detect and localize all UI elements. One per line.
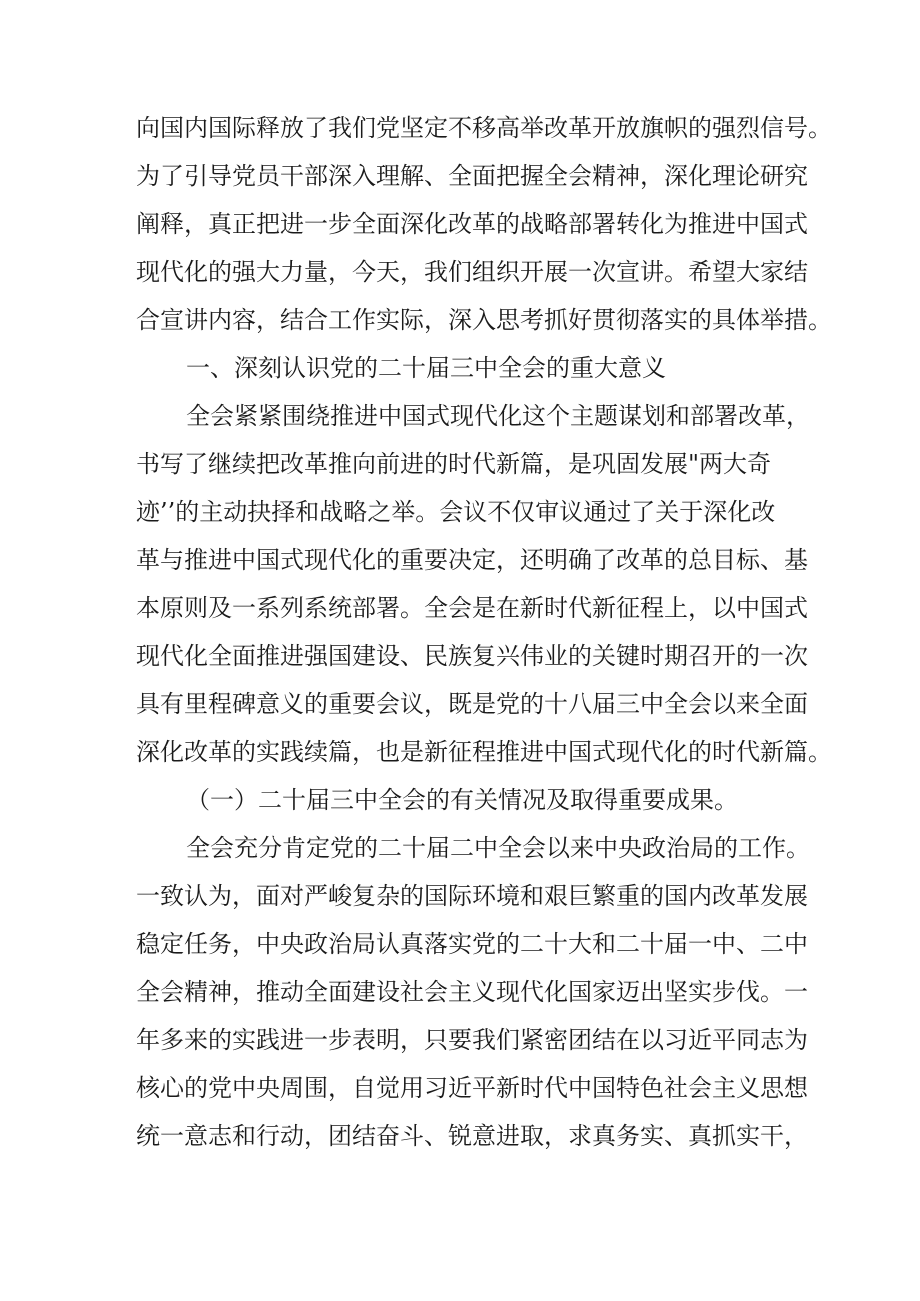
text-line: 现代化的强大力量，今天，我们组织开展一次宣讲。希望大家结 (136, 258, 808, 286)
text-line: 一致认为，面对严峻复杂的国际环境和艰巨繁重的国内改革发展 (136, 882, 808, 910)
text-line: 为了引导党员干部深入理解、全面把握全会精神，深化理论研究 (136, 162, 808, 190)
subsection-heading: （一）二十届三中全会的有关情况及取得重要成果。 (186, 786, 738, 814)
text-line: 革与推进中国式现代化的重要决定，还明确了改革的总目标、基 (136, 546, 808, 574)
text-line: 年多来的实践进一步表明，只要我们紧密团结在以习近平同志为 (136, 1026, 808, 1054)
text-line: 统一意志和行动，团结奋斗、锐意进取，求真务实、真抓实干， (136, 1122, 808, 1150)
text-line: 本原则及一系列系统部署。全会是在新时代新征程上，以中国式 (136, 594, 808, 622)
text-line: 现代化全面推进强国建设、民族复兴伟业的关键时期召开的一次 (136, 642, 808, 670)
text-line: 深化改革的实践续篇，也是新征程推进中国式现代化的时代新篇。 (136, 738, 832, 766)
text-line: 合宣讲内容，结合工作实际，深入思考抓好贯彻落实的具体举措。 (136, 306, 832, 334)
text-line: 全会精神，推动全面建设社会主义现代化国家迈出坚实步伐。一 (136, 978, 808, 1006)
text-line: 核心的党中央周围，自觉用习近平新时代中国特色社会主义思想 (136, 1074, 808, 1102)
text-line: 稳定任务，中央政治局认真落实党的二十大和二十届一中、二中 (136, 930, 808, 958)
text-line: 迹’’的主动抉择和战略之举。会议不仅审议通过了关于深化改 (136, 498, 776, 526)
text-line: 具有里程碑意义的重要会议，既是党的十八届三中全会以来全面 (136, 690, 808, 718)
text-line: 向国内国际释放了我们党坚定不移高举改革开放旗帜的强烈信号。 (136, 114, 832, 142)
text-line: 阐释，真正把进一步全面深化改革的战略部署转化为推进中国式 (136, 210, 808, 238)
text-line: 书写了继续把改革推向前进的时代新篇，是巩固发展"两大奇 (136, 450, 772, 478)
section-heading: 一、深刻认识党的二十届三中全会的重大意义 (186, 354, 666, 382)
text-line: 全会充分肯定党的二十届二中全会以来中央政治局的工作。 (186, 834, 810, 862)
text-line: 全会紧紧围绕推进中国式现代化这个主题谋划和部署改革， (186, 402, 810, 430)
